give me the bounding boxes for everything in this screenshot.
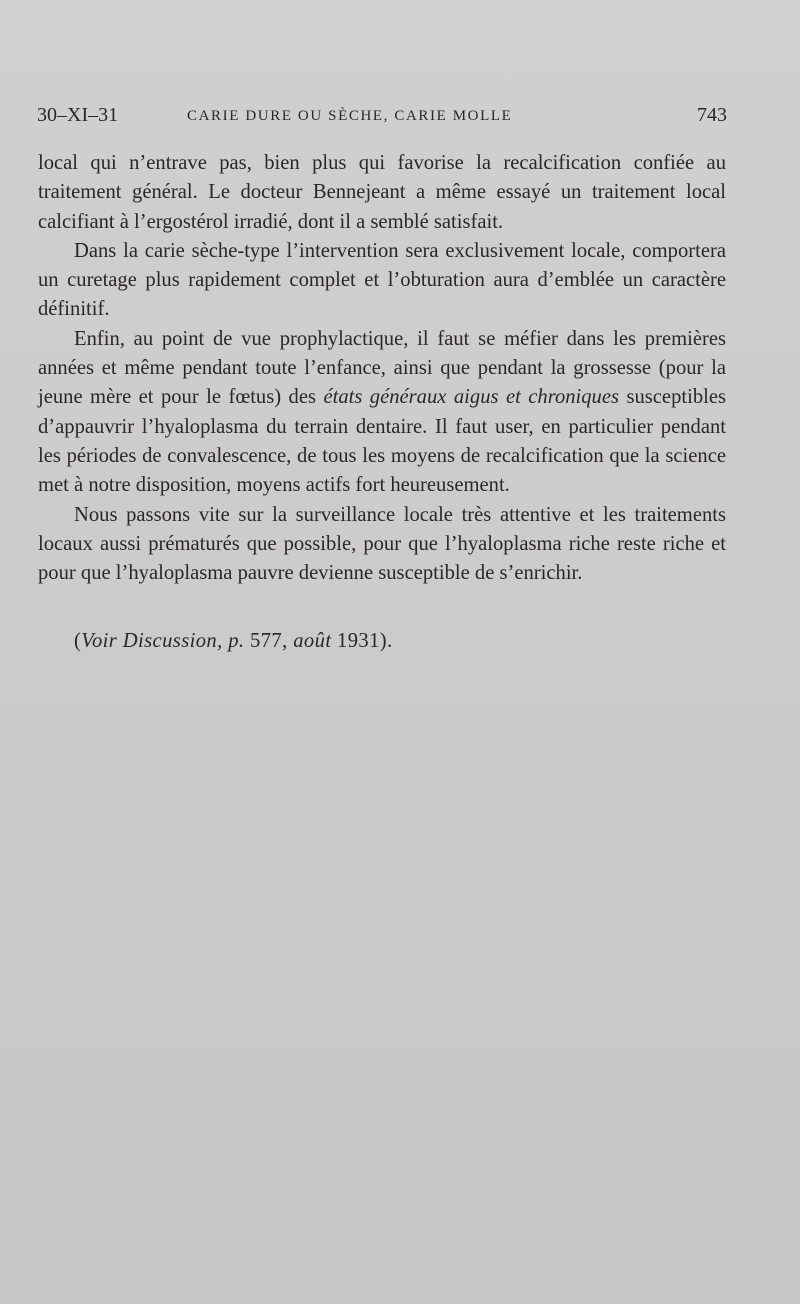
paragraph-2: Dans la carie sèche-type l’intervention sera exclusivement locale, comportera un curetage plus rapidement complet et l’obturation aura d’emblée un caractère définitif. xyxy=(38,239,726,321)
discussion-reference xyxy=(74,630,393,653)
paragraph-1: local qui n’entrave pas, bien plus qui favorise la recalcification confiée au traitement général. Le docteur Bennejeant a même essayé un traitement local calcifiant à l’ergostérol irradié, dont il a semblé satisfait. xyxy=(38,152,726,233)
citation-month: août xyxy=(293,630,332,652)
citation-year: 1931 xyxy=(331,630,380,652)
citation-label: Voir Discussion, p. xyxy=(81,630,245,652)
running-head xyxy=(37,104,727,134)
paragraph-4: Nous passons vite sur la surveillance locale très attentive et les traitements locaux aussi prématurés que possible, pour que l’hyaloplasma riche reste riche et pour que l’hyaloplasma pauvre devienne susceptible de s’enrichir. xyxy=(38,503,726,585)
running-head-date: 30–XI–31 xyxy=(37,104,119,126)
body-text xyxy=(38,149,726,588)
citation-close: ). xyxy=(379,630,393,652)
paragraph-3-text-b: susceptibles d’appauvrir l’hyaloplasma du terrain dentaire. Il faut user, en particulier pendant les périodes de convalescence, de tous les moyens de recalcification que la science met à notre disposition, moyens actifs fort heureusement. xyxy=(38,386,726,497)
citation-open: ( xyxy=(74,630,82,652)
paragraph-3-text-a: Enfin, au point de vue prophylactique, il faut se méfier dans les premières années et même pendant toute l’enfance, ainsi que pendant la grossesse (pour la jeune mère et pour le fœtus) des xyxy=(38,327,726,409)
paragraph-3-italic: états généraux aigus et chroniques xyxy=(323,386,620,409)
running-head-title: CARIE DURE OU SÈCHE, CARIE MOLLE xyxy=(187,108,513,124)
paragraph-3 xyxy=(38,325,726,501)
citation-page: 577, xyxy=(244,630,294,652)
page-number: 743 xyxy=(697,104,727,126)
